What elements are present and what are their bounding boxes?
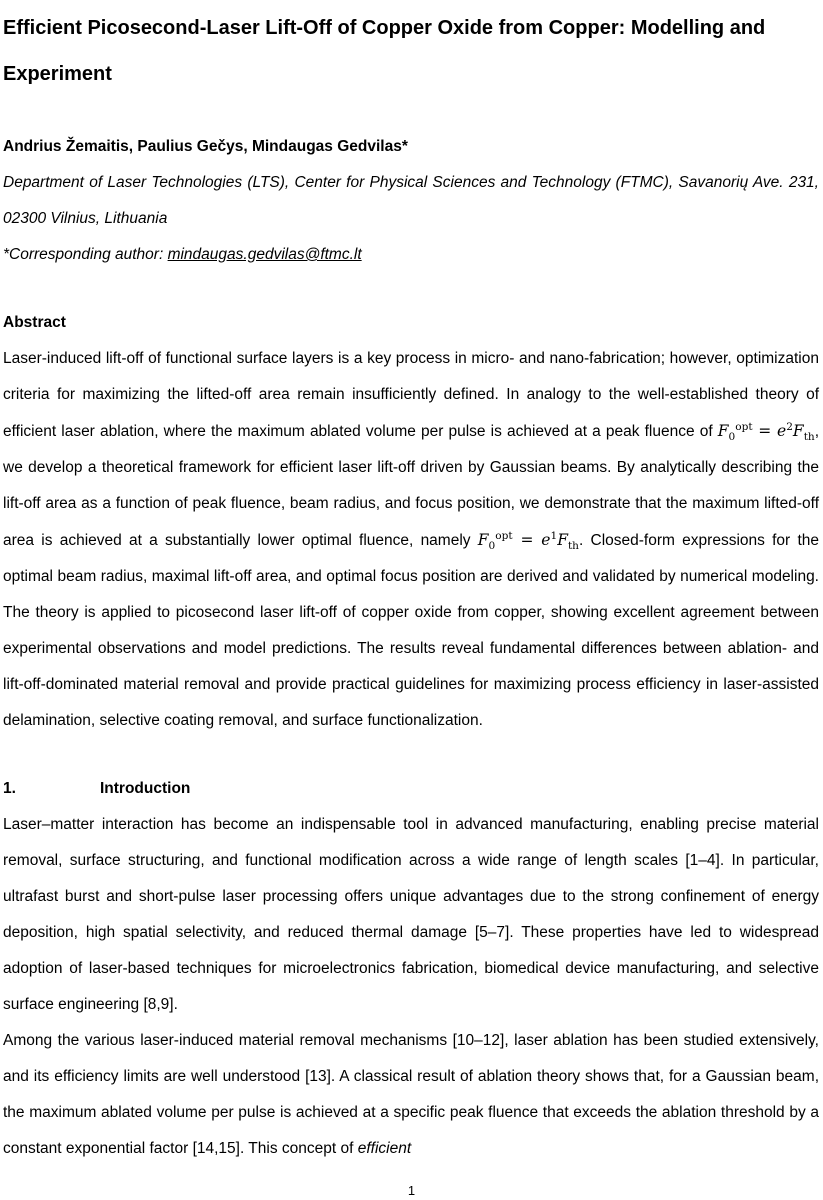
corresponding-author-label: *Corresponding author:: [3, 246, 168, 263]
affiliation-line: Department of Laser Technologies (LTS), Center for Physical Sciences and Technology (FTMC), Savanorių Ave. 231, 02300 Vilnius, Lithuania: [3, 174, 819, 227]
intro-paragraph-1: Laser–matter interaction has become an indispensable tool in advanced manufacturing, enabling precise material removal, surface structuring, and functional modification across a wide range of length scales [1–4]. In particular, ultrafast burst and short-pulse laser processing offers unique advantages due to the strong confinement of energy deposition, high spatial selectivity, and reduced thermal damage [5–7]. These properties have led to widespread adoption of laser-based techniques for microelectronics fabrication, biomedical device manufacturing, and selective surface engineering [8,9].: [3, 816, 819, 1013]
intro-paragraph-2: Among the various laser-induced material removal mechanisms [10–12], laser ablation has been studied extensively, and its efficiency limits are well understood [13]. A classical result of ablation theory shows that, for a Gaussian beam, the maximum ablated volume per pulse is achieved at a specific peak fluence that exceeds the ablation threshold by a constant exponential factor [14,15]. This concept of efficient: [3, 1032, 819, 1157]
corresponding-author-line: [3, 237, 819, 273]
paper-title: Efficient Picosecond-Laser Lift-Off of Copper Oxide from Copper: Modelling and Experiment: [3, 17, 766, 85]
abstract-paragraph: Laser-induced lift-off of functional surface layers is a key process in micro- and nano-fabrication; however, optimization criteria for maximizing the lifted-off area remain insufficiently defined. In analogy to the well-established theory of efficient laser ablation, where the maximum ablated volume per pulse is achieved at a peak fluence of $F_0^{opt} = e^2F_{th}$, we develop a theoretical framework for efficient laser lift-off driven by Gaussian beams. By analytically describing the lift-off area as a function of peak fluence, beam radius, and focus position, we demonstrate that the maximum lifted-off area is achieved at a substantially lower optimal fluence, namely $F_0^{opt} = e^1F_{th}$. Closed-form expressions for the optimal beam radius, maximal lift-off area, and optimal focus position are derived and validated by numerical modeling. The theory is applied to picosecond laser lift-off of copper oxide from copper, showing excellent agreement between experimental observations and model predictions. The results reveal fundamental differences between ablation- and lift-off-dominated material removal and provide practical guidelines for maximizing process efficiency in laser-assisted delamination, selective coating removal, and surface functionalization.: [3, 350, 820, 729]
section-heading-introduction: [3, 771, 819, 807]
section-title: Introduction: [100, 780, 191, 797]
corresponding-email-link[interactable]: mindaugas.gedvilas@ftmc.lt: [167, 246, 362, 263]
section-number: 1.: [3, 780, 16, 797]
page-number: 1: [407, 1183, 416, 1198]
abstract-heading: Abstract: [3, 314, 66, 331]
authors-line: Andrius Žemaitis, Paulius Gečys, Mindaugas Gedvilas*: [3, 138, 408, 155]
